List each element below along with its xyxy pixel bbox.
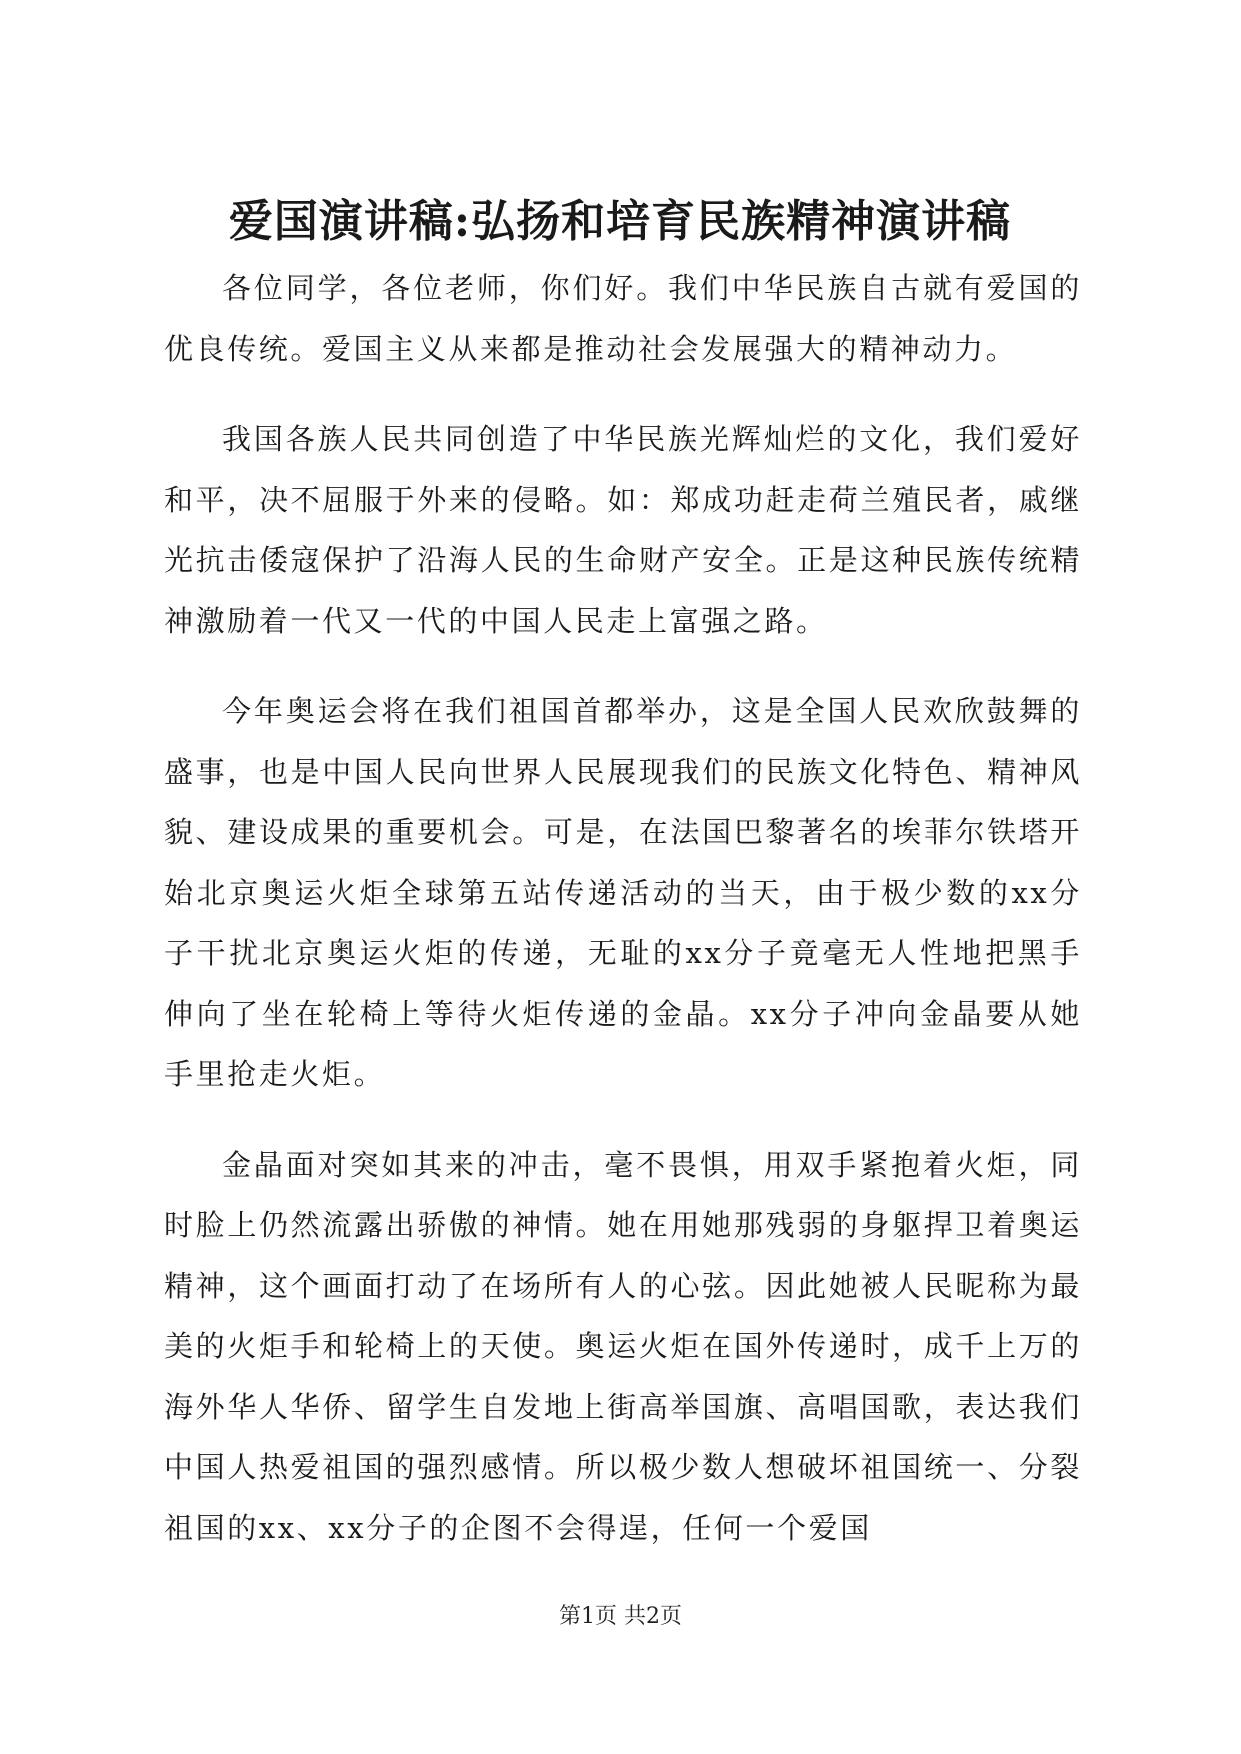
paragraph-4: 金晶面对突如其来的冲击，毫不畏惧，用双手紧抱着火炬，同时脸上仍然流露出骄傲的神情。她在用她那残弱的身躯捍卫着奥运精神，这个画面打动了在场所有人的心弦。因此她被人民昵称为最美的火炬手和轮椅上的天使。奥运火炬在国外传递时，成千上万的海外华人华侨、留学生自发地上街高举国旗、高唱国歌，表达我们中国人热爱祖国的强烈感情。所以极少数人想破坏祖国统一、分裂祖国的xx、xx分子的企图不会得逞，任何一个爱国 [164, 1147, 1082, 1545]
document-title: 爱国演讲稿:弘扬和培育民族精神演讲稿 [228, 196, 1012, 247]
paragraph-3: 今年奥运会将在我们祖国首都举办，这是全国人民欢欣鼓舞的盛事，也是中国人民向世界人民展现我们的民族文化特色、精神风貌、建设成果的重要机会。可是，在法国巴黎著名的埃菲尔铁塔开始北京奥运火炬全球第五站传递活动的当天，由于极少数的xx分子干扰北京奥运火炬的传递，无耻的xx分子竟毫无人性地把黑手伸向了坐在轮椅上等待火炬传递的金晶。xx分子冲向金晶要从她手里抢走火炬。 [164, 694, 1082, 1091]
page-footer: 第1页 共2页 [559, 1604, 682, 1629]
document-body [164, 258, 1082, 1558]
paragraph-2: 我国各族人民共同创造了中华民族光辉灿烂的文化，我们爱好和平，决不屈服于外来的侵略。如：郑成功赶走荷兰殖民者，戚继光抗击倭寇保护了沿海人民的生命财产安全。正是这种民族传统精神激励着一代又一代的中国人民走上富强之路。 [164, 422, 1082, 638]
paragraph-1: 各位同学，各位老师，你们好。我们中华民族自古就有爱国的优良传统。爱国主义从来都是推动社会发展强大的精神动力。 [164, 271, 1082, 366]
